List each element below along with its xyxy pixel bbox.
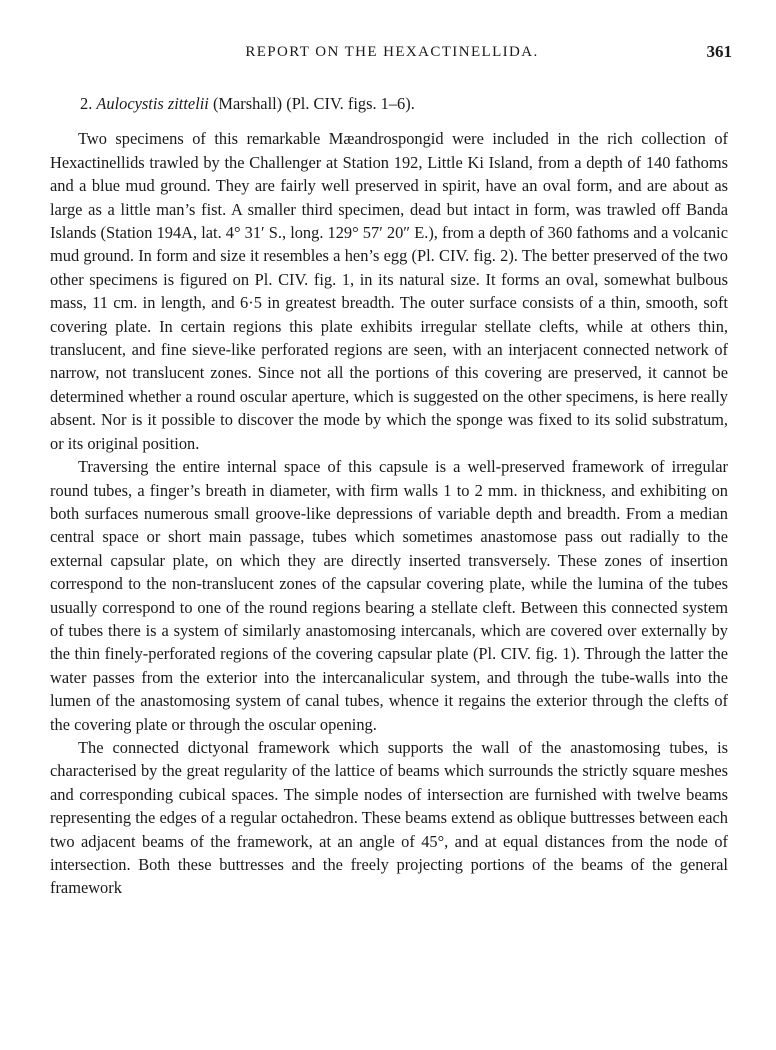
species-name: Aulocystis zittelii bbox=[96, 94, 209, 113]
section-number: 2. bbox=[80, 94, 93, 113]
section-heading-rest: (Marshall) (Pl. CIV. figs. 1–6). bbox=[208, 94, 415, 113]
section-heading bbox=[80, 92, 728, 115]
paragraph: Two specimens of this remarkable Mæandrospongid were included in the rich collection of Hexactinellids trawled by the Challenger at Station 192, Little Ki Island, from a depth of 140 fathoms and a blue mud ground. They are fairly well preserved in spirit, have an oval form, and are about as large as a little man’s fist. A smaller third specimen, dead but intact in form, was trawled off Banda Islands (Station 194A, lat. 4° 31′ S., long. 129° 57′ 20″ E.), from a depth of 360 fathoms and a volcanic mud ground. In form and size it resembles a hen’s egg (Pl. CIV. fig. 2). The better preserved of the two other specimens is figured on Pl. CIV. fig. 1, in its natural size. It forms an oval, somewhat bulbous mass, 11 cm. in length, and 6·5 in greatest breadth. The outer surface consists of a thin, smooth, soft covering plate. In certain regions this plate exhibits irregular stellate clefts, while at others thin, translucent, and fine sieve-like perforated regions are seen, with an interjacent connected network of narrow, not translucent zones. Since not all the portions of this covering are preserved, it cannot be determined whether a round oscular aperture, which is suggested on the other specimens, is here really absent. Nor is it possible to discover the mode by which the sponge was fixed to its solid substratum, or its original position. bbox=[50, 129, 728, 453]
page-number: 361 bbox=[706, 42, 732, 61]
body-text bbox=[50, 92, 728, 900]
running-title: REPORT ON THE HEXACTINELLIDA. bbox=[245, 44, 539, 60]
running-header bbox=[52, 42, 732, 68]
paragraph: The connected dictyonal framework which supports the wall of the anastomosing tubes, is characterised by the great regularity of the lattice of beams which surrounds the strictly square meshes and corresponding cubical spaces. The simple nodes of intersection are furnished with twelve beams representing the edges of a regular octahedron. These beams extend as oblique buttresses between each two adjacent beams of the framework, at an angle of 45°, and at equal distances from the node of intersection. Both these buttresses and the freely projecting portions of the beams of the general framework bbox=[50, 737, 728, 898]
paragraph: Traversing the entire internal space of this capsule is a well-preserved framework of irregular round tubes, a finger’s breath in diameter, with firm walls 1 to 2 mm. in thickness, and exhibiting on both surfaces numerous small groove-like depressions of variable depth and breadth. From a median central space or short main passage, tubes which sometimes anastomose pass out radially to the external capsular plate, on which they are directly inserted transversely. These zones of insertion correspond to the non-translucent zones of the capsular covering plate, while the lumina of the tubes usually correspond to one of the round regions bearing a stellate cleft. Between this connected system of tubes there is a system of similarly anastomosing intercanals, which are covered over externally by the thin finely-perforated regions of the covering capsular plate (Pl. CIV. fig. 1). Through the latter the water passes from the exterior into the intercanalicular system, and through the tube-walls into the lumen of the anastomosing system of canal tubes, whence it regains the exterior through the clefts of the covering plate or through the oscular opening. bbox=[50, 457, 728, 734]
